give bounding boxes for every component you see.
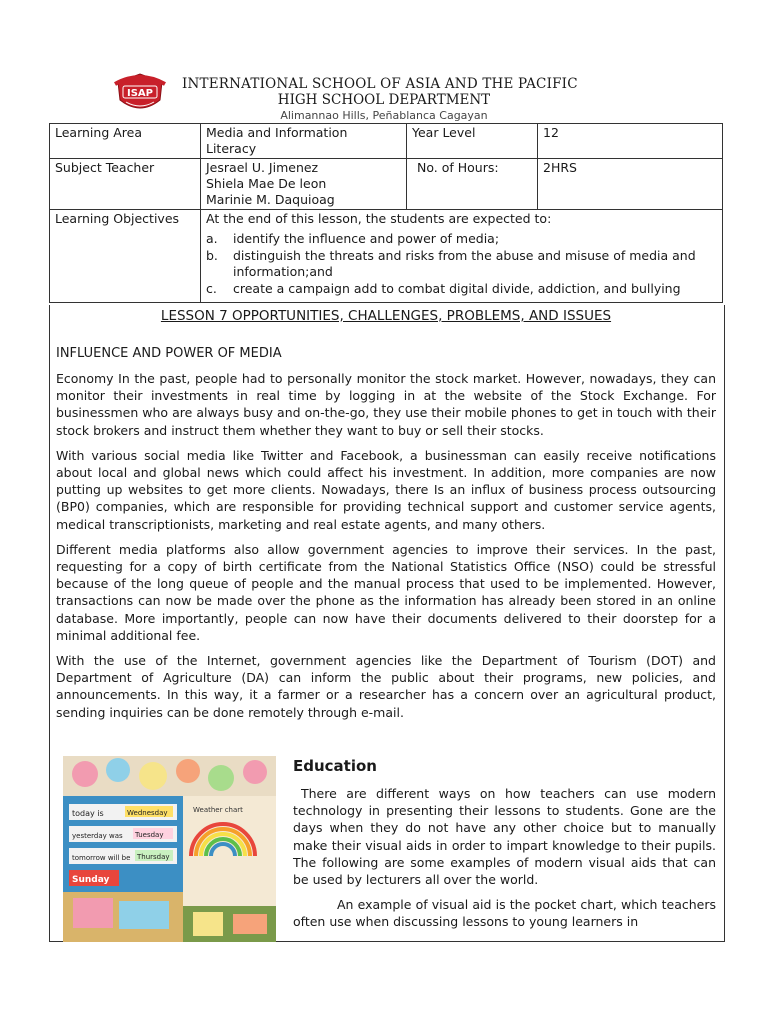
paragraph: There are different ways on how teachers can use modern technology in presenting their lessons to students. Gone are the days when they do not have any other choice but to manually make their visual aids in order to impart knowledge to their pupils. The following are some examples of modern visual aids that can be used by lecturers all over the world.	[293, 786, 716, 888]
paragraph: An example of visual aid is the pocket chart, which teachers often use when discussing lessons to young learners in	[293, 897, 716, 930]
classroom-pocket-chart-photo	[63, 756, 276, 942]
teacher-name: Marinie M. Daquioag	[206, 192, 335, 207]
learning-area-label: Learning Area	[50, 124, 201, 159]
table-row	[50, 159, 723, 210]
photo-label: yesterday was	[72, 832, 123, 840]
photo-label: tomorrow will be	[72, 854, 131, 862]
photo-label: Weather chart	[193, 806, 243, 814]
teacher-name: Shiela Mae De leon	[206, 176, 327, 191]
list-item: a. identify the influence and power of media;	[206, 231, 500, 246]
objectives-list	[206, 231, 717, 297]
section-heading: INFLUENCE AND POWER OF MEDIA	[56, 346, 282, 361]
objectives-label: Learning Objectives	[50, 210, 201, 303]
education-heading: Education	[293, 757, 377, 775]
school-address: Alimannao Hills, Peñablanca Cagayan	[280, 109, 488, 122]
photo-label: Tuesday	[135, 831, 164, 839]
logo-text: ISAP	[127, 88, 153, 99]
list-item: c. create a campaign add to combat digital divide, addiction, and bullying	[206, 281, 681, 296]
photo-label: today is	[72, 809, 104, 818]
photo-label: Sunday	[72, 875, 110, 885]
table-row	[50, 210, 723, 303]
paragraph: Different media platforms also allow government agencies to improve their services. In the past, requesting for a copy of birth certificate from the National Statistics Office (NSO) could be stressful because of the long queue of people and the manual process that used to be implemented. However, transactions can now be made over the phone as the information has already been stored in an online database. More importantly, people can now have their documents delivered to their doorstep for a minimal additional fee.	[56, 541, 716, 643]
lesson-title: LESSON 7 OPPORTUNITIES, CHALLENGES, PROBLEMS, AND ISSUES	[160, 308, 612, 324]
teacher-names	[201, 159, 407, 210]
paragraph: With various social media like Twitter and Facebook, a businessman can easily receive notifications about local and global news which could affect his investment. In addition, more companies are now putting up websites to get more clients. Nowadays, there Is an influx of business process outsourcing (BP0) companies, which are responsible for providing technical support and customer service agents, medical transcriptionists, marketing and real estate agents, and many others.	[56, 447, 716, 532]
learning-area-value: Media and Information Literacy	[201, 124, 407, 159]
list-item: b. distinguish the threats and risks from the abuse and misuse of media and information;and	[206, 248, 696, 279]
education-text	[293, 785, 716, 939]
year-level-label: Year Level	[407, 124, 538, 159]
objectives-intro: At the end of this lesson, the students are expected to:	[206, 211, 552, 226]
school-name: INTERNATIONAL SCHOOL OF ASIA AND THE PACIFIC	[182, 76, 578, 92]
objectives-cell	[201, 210, 723, 303]
hours-value: 2HRS	[538, 159, 723, 210]
photo-label: Wednesday	[127, 809, 168, 817]
paragraph: With the use of the Internet, government agencies like the Department of Tourism (DOT) and Department of Agriculture (DA) can inform the public about their programs, new policies, and announcements. In this way, it a farmer or a researcher has a concern over an agricultural product, sending inquiries can be done remotely through e-mail.	[56, 653, 716, 720]
teacher-name: Jesrael U. Jimenez	[206, 160, 319, 175]
lesson-info-table	[49, 123, 723, 303]
hours-label: No. of Hours:	[407, 159, 538, 210]
table-row	[50, 124, 723, 159]
photo-label: Thursday	[137, 853, 170, 861]
year-level-value: 12	[538, 124, 723, 159]
department-name: HIGH SCHOOL DEPARTMENT	[277, 92, 491, 108]
paragraph: Economy In the past, people had to personally monitor the stock market. However, nowadays, they can monitor their investments in real time by logging in at the website of the Stock Exchange. For businessmen who are always busy and on-the-go, they use their mobile phones to get in touch with their stock brokers and instruct them whether they want to buy or sell their stocks.	[56, 371, 716, 438]
subject-teacher-label: Subject Teacher	[50, 159, 201, 210]
lesson-paragraphs	[56, 370, 716, 729]
